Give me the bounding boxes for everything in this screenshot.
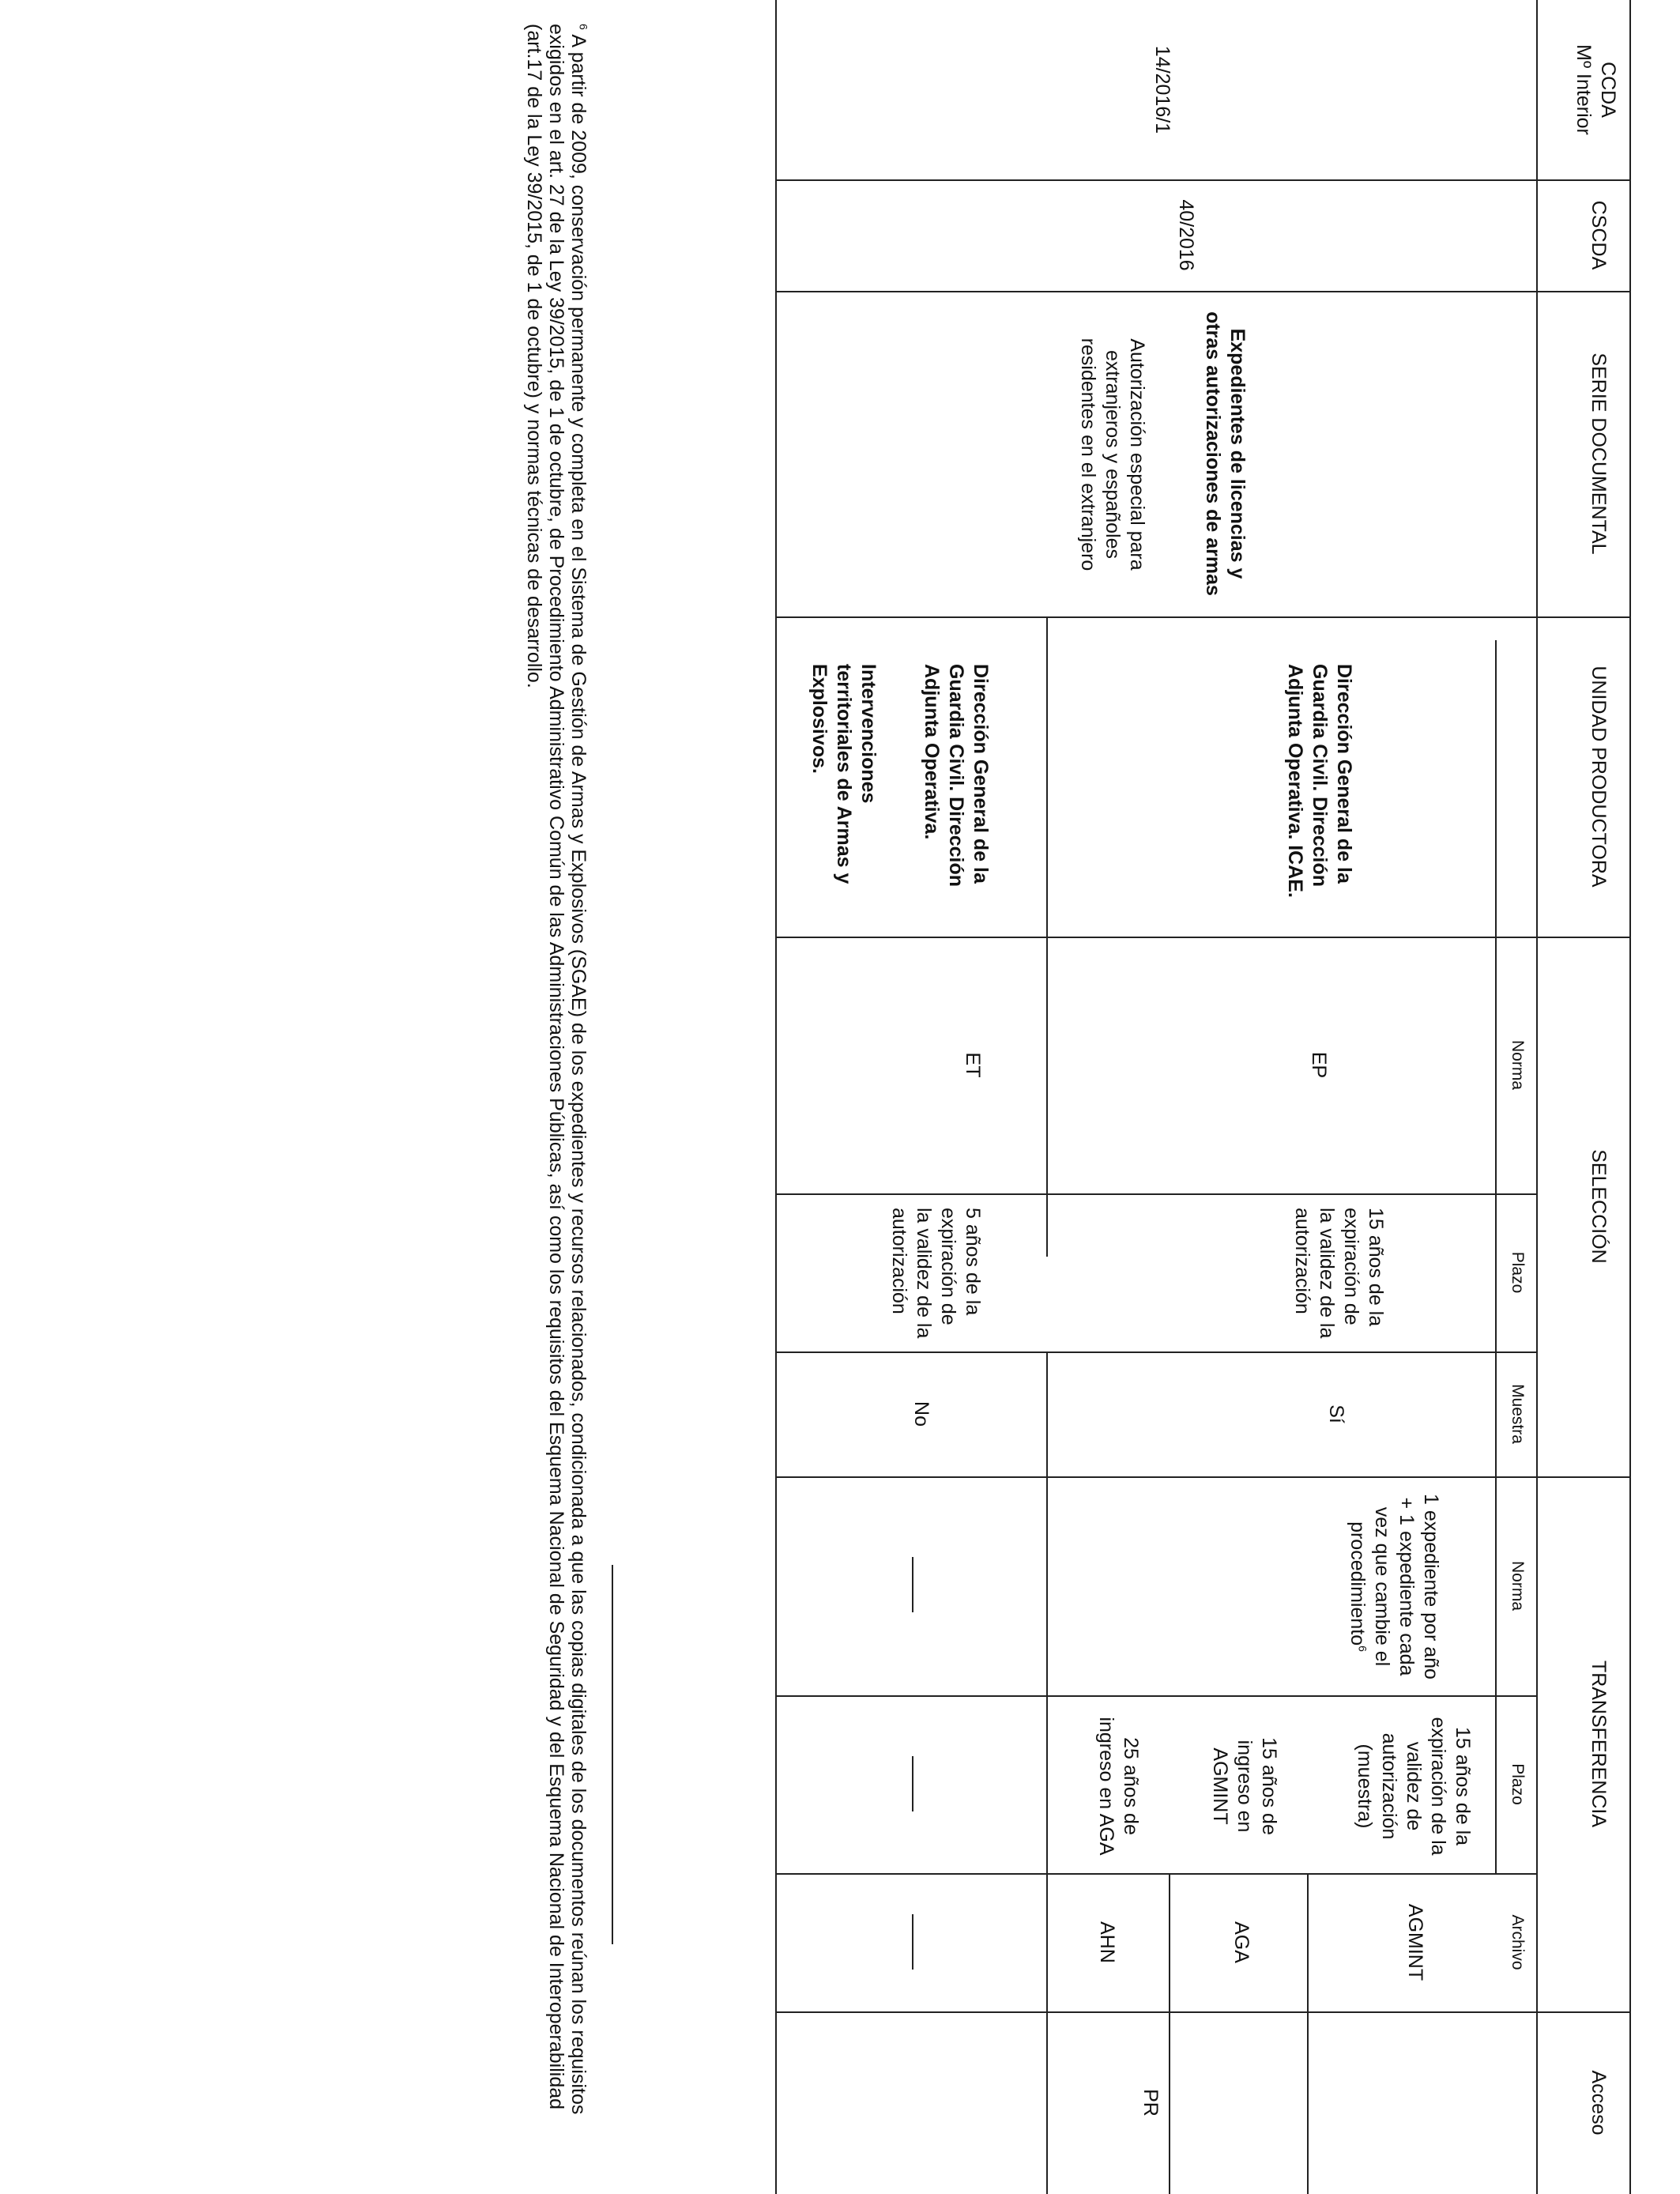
- table-top-border: [1629, 0, 1631, 2194]
- col-border-ccda: [777, 179, 1631, 181]
- header-unidad: UNIDAD PRODUCTORA: [1588, 665, 1610, 888]
- cell-unidad-1: Dirección General de la Guardia Civil. Dirección Adjunta Operativa. ICAE.: [1284, 664, 1355, 898]
- cell-tr-norma-1: [1345, 1486, 1443, 1687]
- footnote-text: [523, 24, 590, 2126]
- footnote-mark: 6: [577, 24, 590, 30]
- cell-sel-muestra-2: No: [910, 1401, 932, 1427]
- header-transferencia: TRANSFERENCIA: [1588, 1660, 1610, 1828]
- col-border-sel-norma: [777, 1193, 1538, 1195]
- cell-tr-plazo-1: 15 años de la expiración de la validez de autorización (muestra): [1354, 1717, 1474, 1856]
- header-acceso: Acceso: [1588, 2070, 1610, 2136]
- subheader-tr-archivo: Archivo: [1509, 1914, 1527, 1970]
- tr-norma-1-text: 1 expediente por año + 1 expediente cada vez que cambie el procedimiento: [1347, 1494, 1442, 1679]
- footnote-body: A partir de 2009, conservación permanente y completa en el Sistema de Gestión de Armas y Explosivos (SGAE) de los expedientes y recursos relacionados, condicionada a que las copias digitales de los documentos reúnan los requisitos exigidos en el art. 27 de la Ley 39/2015, de 1 de octubre, de Procedimiento Administrativo Común de las Administraciones Públicas, así como los requisitos del Esquema Nacional de Seguridad y del Esquema Nacional de Interoperabilidad (art.17 de la Ley 39/2015, de 1 de octubre) y normas técnicas de desarrollo.: [523, 24, 590, 2115]
- subheader-sel-norma: Norma: [1509, 1039, 1527, 1090]
- cell-unidad-2b: Intervenciones territoriales de Armas y Explosivos.: [808, 664, 880, 884]
- col-border-sel-plazo: [777, 1351, 1538, 1353]
- empty-dash-tr-plazo: [912, 1756, 913, 1811]
- table-bottom-border: [775, 0, 777, 2194]
- row-divider-plazo-2: [1169, 1873, 1170, 2194]
- subheader-border: [1536, 0, 1538, 2194]
- col-border-unidad: [777, 937, 1631, 938]
- subheader-tr-norma: Norma: [1509, 1560, 1527, 1611]
- cell-tr-plazo-3: 25 años de ingreso en AGA: [1095, 1717, 1142, 1856]
- cell-tr-archivo-1: AGMINT: [1404, 1903, 1426, 1981]
- cell-tr-archivo-2: AGA: [1230, 1921, 1252, 1963]
- footnote-rule: [612, 1565, 613, 1944]
- header-ccda: CCDA Mº Interior: [1573, 44, 1619, 135]
- cell-tr-plazo-2: 15 años de ingreso en AGMINT: [1209, 1737, 1280, 1835]
- col-border-transfer: [777, 2011, 1631, 2013]
- col-border-tr-norma: [777, 1695, 1538, 1697]
- cell-sel-muestra-1: Sí: [1325, 1404, 1347, 1423]
- col-border-cscda: [777, 291, 1631, 292]
- row-divider-seleccion: [1046, 1351, 1048, 1873]
- cell-serie-title: Expedientes de licencias y otras autorizaciones de armas: [1202, 311, 1249, 596]
- subheader-sel-muestra: Muestra: [1509, 1384, 1527, 1444]
- empty-dash-tr-norma: [912, 1557, 913, 1612]
- cell-acceso: PR: [1139, 2089, 1162, 2117]
- cell-serie-desc: Autorización especial para extranjeros y españoles residentes en el extranjero: [1077, 337, 1148, 571]
- footnote-ref: 6: [1356, 1646, 1369, 1652]
- col-border-serie: [777, 616, 1631, 618]
- header-seleccion: SELECCIÓN: [1588, 1149, 1610, 1264]
- cell-ccda: 14/2016/1: [1151, 45, 1173, 134]
- section-divider: [1495, 640, 1497, 1873]
- empty-dash-tr-archivo: [912, 1914, 913, 1970]
- header-serie: SERIE DOCUMENTAL: [1588, 352, 1610, 555]
- cell-tr-archivo-3: AHN: [1096, 1921, 1118, 1963]
- header-cscda: CSCDA: [1588, 200, 1610, 270]
- cell-unidad-2a: Dirección General de la Guardia Civil. Dirección Adjunta Operativa.: [921, 664, 992, 888]
- cell-sel-norma-2: ET: [962, 1052, 984, 1078]
- subheader-tr-plazo: Plazo: [1509, 1763, 1527, 1805]
- cell-sel-plazo-1: 15 años de la expiración de la validez de la autorización: [1291, 1208, 1387, 1339]
- cell-sel-norma-1: EP: [1308, 1051, 1330, 1079]
- row-divider-transfer: [1046, 1873, 1048, 2194]
- cell-sel-plazo-2: 5 años de la expiración de la validez de la autorización: [888, 1208, 984, 1339]
- row-divider-plazo-1: [1307, 1873, 1309, 2194]
- cell-cscda: 40/2016: [1175, 199, 1197, 271]
- subheader-sel-plazo: Plazo: [1509, 1251, 1527, 1294]
- col-border-seleccion: [777, 1476, 1631, 1478]
